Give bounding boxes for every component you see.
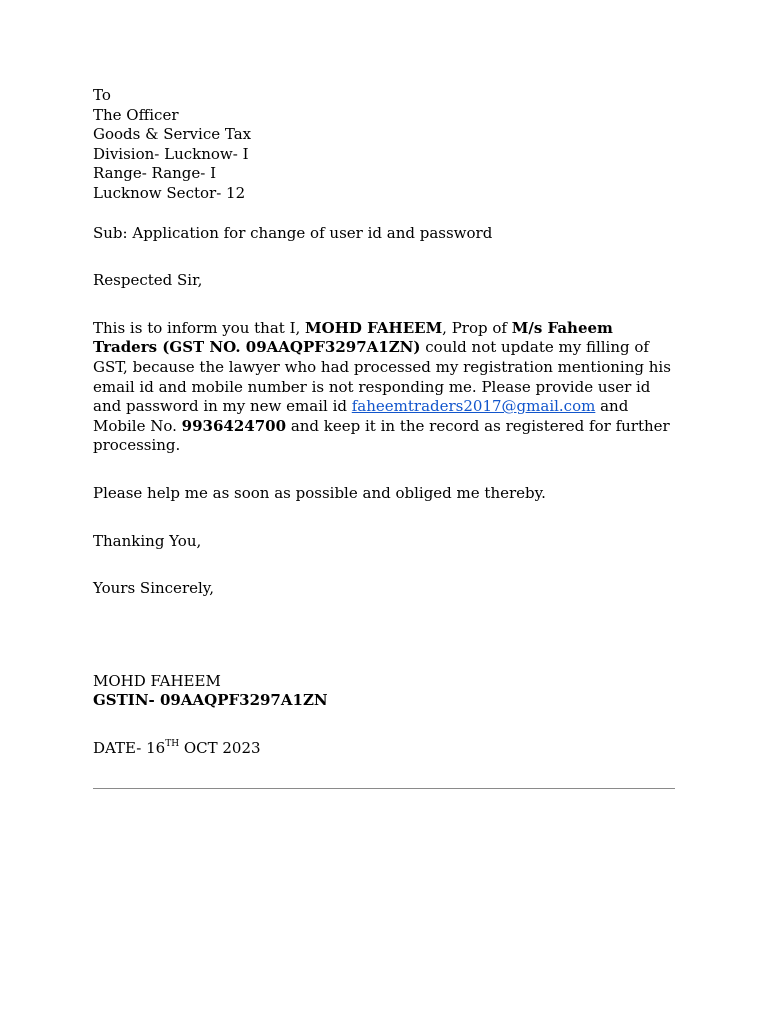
letter-page: [93, 86, 675, 758]
address-range: Range- Range- I: [93, 164, 217, 183]
mobile-number: 9936424700: [181, 416, 287, 435]
body-text-3: could not update my filling of GST, because the lawyer who had processed my registration mentioning his email id and mobile number is not responding me. Please provide user id and password in my new email id: [93, 338, 671, 416]
body-paragraph: [93, 319, 675, 456]
thanking-line: Thanking You,: [93, 531, 202, 550]
date-suffix: OCT 2023: [179, 738, 261, 757]
help-request: Please help me as soon as possible and obliged me thereby.: [93, 483, 546, 502]
subject-line: Sub: Application for change of user id and password: [93, 223, 493, 242]
signature-gstin: GSTIN- 09AAQPF3297A1ZN: [93, 691, 328, 710]
signature-name: MOHD FAHEEM: [93, 671, 221, 690]
closing-line: Yours Sincerely,: [93, 579, 215, 598]
address-to: To: [93, 86, 111, 104]
date-line: [93, 739, 675, 759]
address-officer: The Officer: [93, 105, 179, 124]
date-ordinal: TH: [165, 738, 180, 749]
firm-name: M/s Faheem Traders (GST NO. 09AAQPF3297A1ZN): [93, 318, 613, 357]
body-text-2: , Prop of: [442, 318, 512, 337]
address-department: Goods & Service Tax: [93, 125, 252, 144]
recipient-address: [93, 86, 675, 204]
horizontal-rule: [93, 788, 675, 789]
applicant-name: MOHD FAHEEM: [305, 318, 443, 337]
salutation: Respected Sir,: [93, 271, 203, 290]
body-text-4: and Mobile No.: [93, 397, 629, 435]
date-prefix: DATE- 16: [93, 738, 166, 757]
address-division: Division- Lucknow- I: [93, 144, 249, 163]
address-sector: Lucknow Sector- 12: [93, 183, 246, 202]
body-text-5: and keep it in the record as registered for further processing.: [93, 416, 670, 455]
body-text-1: This is to inform you that I,: [93, 318, 306, 337]
email-link[interactable]: faheemtraders2017@gmail.com: [351, 397, 596, 416]
